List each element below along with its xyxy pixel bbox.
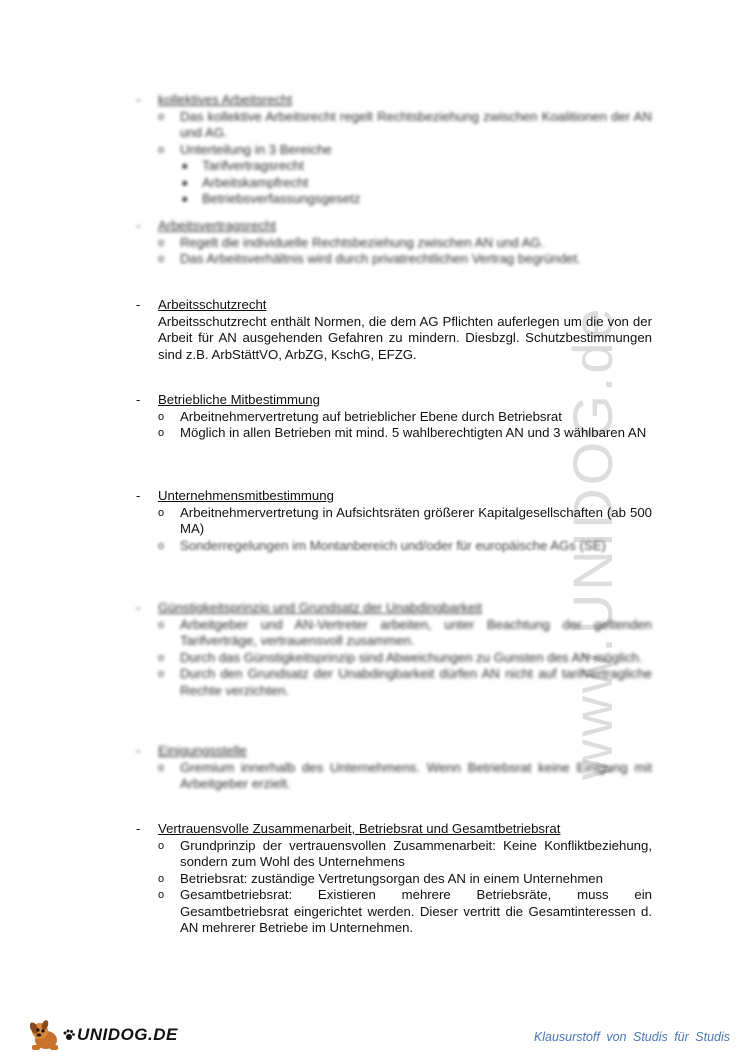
list-item: o Möglich in allen Betrieben mit mind. 5 wahlberechtigten AN und 3 wählbaren AN: [158, 425, 647, 440]
sub-list-item: ■ Arbeitskampfrecht: [182, 174, 309, 190]
paw-icon: [63, 1029, 75, 1041]
list-item: o Grundprinzip der vertrauensvollen Zusammenarbeit: Keine Konfliktbeziehung, sondern zum Wohl des Unternehmens: [158, 837, 652, 869]
sub-list-item: ■ Betriebsverfassungsgesetz: [182, 191, 361, 206]
section-einigungsstelle: - Einigungsstelle o Gremium innerhalb des Unternehmens. Wenn Betriebsrat keine Einigung mit Arbeitgeber erzielt.: [136, 743, 652, 791]
list-item: o Betriebsrat: zuständige Vertretungsorgan des AN in einem Unternehmen: [158, 870, 603, 886]
list-item: o Das Arbeitsverhältnis wird durch privatrechtlichen Vertrag begründet.: [158, 251, 581, 266]
list-item: o Regelt die individuelle Rechtsbeziehung zwischen AN und AG.: [158, 234, 545, 250]
dog-mascot-icon: [26, 1018, 62, 1052]
watermark: www.UNIDOG.de: [561, 305, 624, 780]
unidog-logo[interactable]: [26, 1018, 178, 1052]
section-heading: kollektives Arbeitsrecht: [158, 92, 293, 107]
list-item: o Durch den Grundsatz der Unabdingbarkeit dürfen AN nicht auf tarifvertragliche Rechte verzichten.: [158, 666, 652, 698]
section-heading: Betriebliche Mitbestimmung: [158, 392, 320, 407]
list-item: o Arbeitnehmervertretung in Aufsichtsräten größerer Kapitalgesellschaften (ab 500 MA): [158, 504, 652, 536]
list-item: o Gesamtbetriebsrat: Existieren mehrere Betriebsräte, muss ein Gesamtbetriebsrat eingerichtet werden. Dieser vertritt die Gesamtinteressen d. AN mehrerer Betriebe im Unternehmen.: [158, 887, 652, 935]
section-guenstigkeitsprinzip: - Günstigkeitsprinzip und Grundsatz der Unabdingbarkeit o Arbeitgeber und AN-Vertreter arbeiten, unter Beachtung der geltenden Tarifverträge, vertrauensvoll zusammen. o Durch das Günstigkeitsprinzip sind Abweichungen zu Gunsten des AN möglich. o Durch den Grundsatz der Unabdingbarkeit dürfen AN nicht auf tarifvertragliche Rechte verzichten.: [136, 600, 652, 698]
section-heading: Arbeitsschutzrecht: [158, 297, 267, 312]
section-paragraph: Arbeitsschutzrecht enthält Normen, die dem AG Pflichten auferlegen um die von der Arbeit für AN ausgehenden Gefahren zu mindern. Diesbzgl. Schutzbestimmungen sind z.B. ArbStättVO, ArbZG, KschG, EFZG.: [158, 313, 652, 362]
list-item: o Arbeitgeber und AN-Vertreter arbeiten, unter Beachtung der geltenden Tarifverträge, vertrauensvoll zusammen.: [158, 616, 652, 648]
list-item: o Unterteilung in 3 Bereiche: [158, 141, 332, 157]
section-heading: Einigungsstelle: [158, 743, 247, 758]
list-item: o Das kollektive Arbeitsrecht regelt Rechtsbeziehung zwischen Koalitionen der AN und AG.: [158, 108, 652, 140]
section-unternehmensmitbestimmung: - Unternehmensmitbestimmung o Arbeitnehmervertretung in Aufsichtsräten größerer Kapitalgesellschaften (ab 500 MA) o Sonderregelungen im Montanbereich und/oder für europäische AGs (SE): [136, 488, 652, 553]
section-arbeitsvertragsrecht: - Arbeitsvertragsrecht o Regelt die individuelle Rechtsbeziehung zwischen AN und AG. o Das Arbeitsverhältnis wird durch privatrechtlichen Vertrag begründet.: [136, 218, 652, 268]
list-item: o Sonderregelungen im Montanbereich und/oder für europäische AGs (SE): [158, 537, 606, 553]
sub-list-item: ■ Tarifvertragsrecht: [182, 158, 304, 173]
footer-slogan: Klausurstoff von Studis für Studis: [533, 1030, 730, 1044]
logo-text: UNIDOG.DE: [77, 1025, 178, 1044]
section-heading: Vertrauensvolle Zusammenarbeit, Betriebsrat und Gesamtbetriebsrat: [158, 821, 561, 836]
section-heading: Unternehmensmitbestimmung: [158, 488, 334, 503]
section-vertrauensvolle-zusammenarbeit: - Vertrauensvolle Zusammenarbeit, Betriebsrat und Gesamtbetriebsrat o Grundprinzip der vertrauensvollen Zusammenarbeit: Keine Konfliktbeziehung, sondern zum Wohl des Unternehmens o Betriebsrat: zuständige Vertretungsorgan des AN in einem Unternehmen o Gesamtbetriebsrat: Existieren mehrere Betriebsräte, muss ein Gesamtbetriebsrat eingerichtet werden. Dieser vertritt die Gesamtinteressen d. AN mehrerer Betriebe im Unternehmen.: [136, 821, 652, 935]
section-betriebliche-mitbestimmung: - Betriebliche Mitbestimmung o Arbeitnehmervertretung auf betrieblicher Ebene durch Betriebsrat o Möglich in allen Betrieben mit mind. 5 wahlberechtigten AN und 3 wählbaren AN: [136, 392, 652, 442]
section-heading: Arbeitsvertragsrecht: [158, 218, 276, 233]
section-kollektives-arbeitsrecht: - kollektives Arbeitsrecht o Das kollektive Arbeitsrecht regelt Rechtsbeziehung zwischen Koalitionen der AN und AG. o Unterteilung in 3 Bereiche ■ Tarifvertragsrecht ■ Arbeitskampfrecht ■ Betriebsverfassungsgesetz: [136, 92, 652, 206]
section-arbeitsschutzrecht: - Arbeitsschutzrecht Arbeitsschutzrecht enthält Normen, die dem AG Pflichten auferlegen um die von der Arbeit für AN ausgehenden Gefahren zu mindern. Diesbzgl. Schutzbestimmungen sind z.B. ArbStättVO, ArbZG, KschG, EFZG.: [136, 297, 652, 362]
list-item: o Arbeitnehmervertretung auf betrieblicher Ebene durch Betriebsrat: [158, 408, 562, 424]
section-heading: Günstigkeitsprinzip und Grundsatz der Unabdingbarkeit: [158, 600, 483, 615]
list-item: o Gremium innerhalb des Unternehmens. Wenn Betriebsrat keine Einigung mit Arbeitgeber erzielt.: [158, 759, 652, 791]
list-item: o Durch das Günstigkeitsprinzip sind Abweichungen zu Gunsten des AN möglich.: [158, 649, 643, 665]
